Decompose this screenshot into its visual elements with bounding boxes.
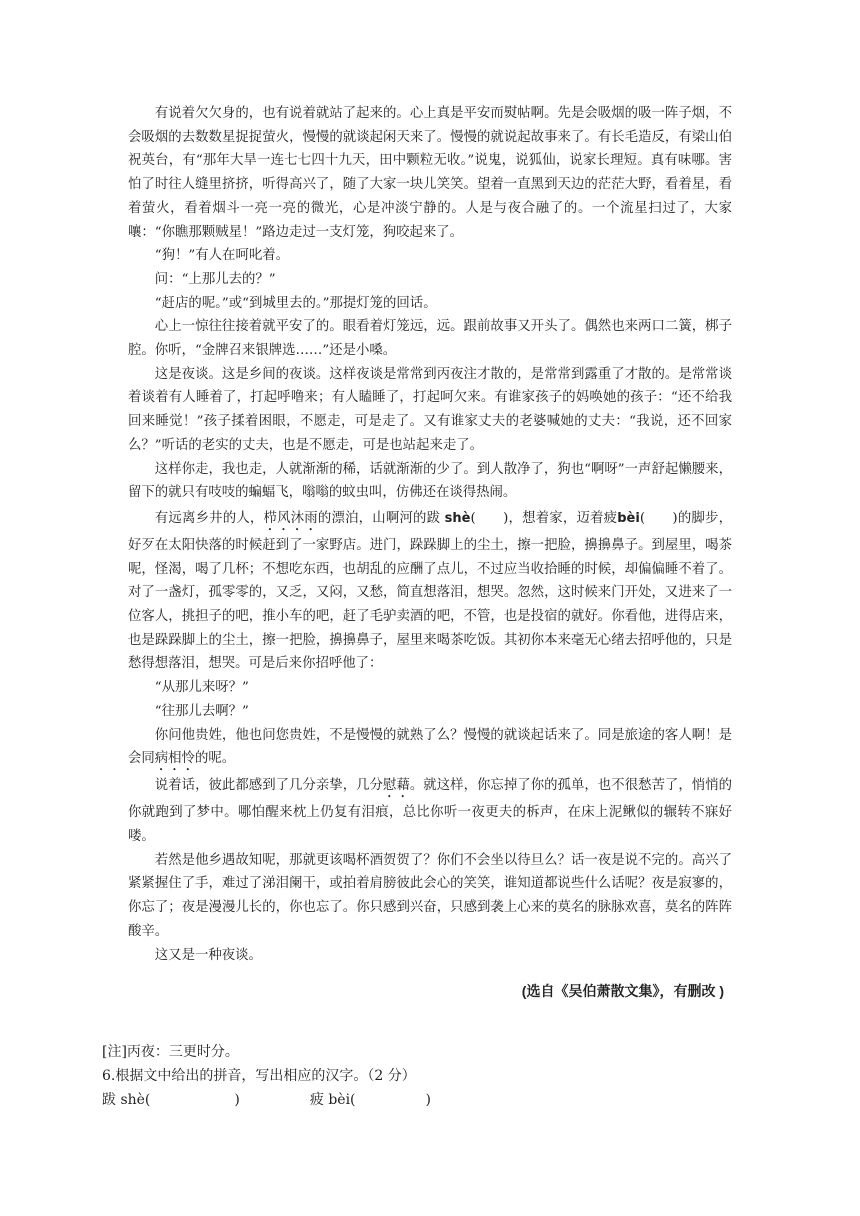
emphasis-phrase: 病相怜 bbox=[154, 751, 195, 767]
paragraph-6: 这是夜谈。这是乡间的夜谈。这样夜谈是常常到丙夜注才散的，是常常到露重了才散的。是常常谈着谈着有人睡着了，打起呼噜来；有人瞌睡了，打起呵欠来。有谁家孩子的妈唤她的孩子：“还不给我回来睡觉！”孩子揉着困眼，不愿走，可是走了。又有谁家丈夫的老婆喊她的丈夫：“我说，还不回家么？”听话的老实的丈夫，也是不愿走，可是也站起来走了。 bbox=[128, 366, 732, 453]
answer-blank-bei[interactable]: 疲 bèi( ) bbox=[309, 1092, 431, 1108]
paragraph-2: “狗！”有人在呵叱着。 bbox=[154, 248, 290, 264]
paragraph-5: 心上一惊往往接着就平安了的。眼看着灯笼远，远。跟前故事又开头了。偶然也来两口二簧，梆子腔。你听，“金牌召来银牌选……”还是小嗓。 bbox=[128, 319, 732, 359]
paragraph-8: 有远离乡井的人，栉风沐雨的漂泊，山啊河的跋 shè( )，想着家，迈着疲bèi( )的脚步，好歹在太阳快落的时候赶到了一家野店。进门，跺跺脚上的尘土，擦一把脸，擤擤鼻子。到屋里，喝茶呢，怪渴，喝了几杯；不想吃东西，也胡乱的应酬了点儿，不过应当收拾睡的时候，却偏偏睡不着了。对了一盏灯，孤零零的，又乏，又闷，又愁，简直想落泪，想哭。忽然，这时候来门开处，又进来了一位客人，挑担子的吧，推小车的吧，赶了毛驴卖酒的吧，不管，也是投宿的就好。你看他，进得店来，也是跺跺脚上的尘土，擦一把脸，擤擤鼻子，屋里来喝茶吃饭。其初你本来毫无心绪去招呼他的，只是愁得想落泪，想哭。可是后来你招呼他了： bbox=[128, 510, 733, 672]
paragraph-3: 问：“上那儿去的？” bbox=[154, 271, 276, 287]
paragraph-11: 若然是他乡遇故知呢，那就更该喝杯酒贺贺了？你们不会坐以待旦么？话一夜是说不完的。高兴了紧紧握住了手，难过了涕泪阑干，或拍着肩膀彼此会心的笑笑，谁知道都说些什么话呢？夜是寂寥的，你忘了；夜是漫漫儿长的，你也忘了。你只感到兴奋，只感到袭上心来的莫名的脉脉欢喜，莫名的阵阵酸辛。 bbox=[128, 852, 732, 939]
paragraph-10: 说着话，彼此都感到了几分亲挚，几分慰藉。就这样，你忘掉了你的孤单，也不很愁苦了，悄悄的你就跑到了梦中。哪怕醒来枕上仍复有泪痕，总比你听一夜更夫的柝声，在床上泥鳅似的辗转不寐好喽。 bbox=[128, 778, 733, 844]
paragraph-12: 这又是一种夜谈。 bbox=[154, 947, 262, 963]
paragraph-9: 你问他贵姓，他也问您贵姓，不是慢慢的就熟了么？慢慢的就谈起话来了。同是旅途的客人啊！是会同病相怜的呢。 bbox=[128, 727, 732, 767]
pinyin-bei: bèi bbox=[617, 510, 640, 526]
emphasis-phrase: 慰藉 bbox=[383, 778, 410, 794]
source-citation: (选自《吴伯萧散文集》，有删改 ) bbox=[521, 983, 724, 1000]
paragraph-1: 有说着欠欠身的，也有说着就站了起来的。心上真是平安而熨帖啊。先是会吸烟的吸一阵子烟，不会吸烟的去数数星捉捉萤火，慢慢的就谈起闲天来了。慢慢的就说起故事来了。有长毛造反，有梁山伯祝英台，有“那年大旱一连七七四十九天，田中颗粒无收。”说鬼，说狐仙，说家长理短。真有味哪。害怕了时往人缝里挤挤，听得高兴了，随了大家一块儿笑笑。望着一直黑到天边的茫茫大野，看着星，看着萤火，看着烟斗一亮一亮的微光，心是冲淡宁静的。人是与夜合融了的。一个流星扫过了，大家嚷：“你瞧那颗贼星！”路边走过一支灯笼，狗咬起来了。 bbox=[128, 106, 732, 240]
dialog-line-1: “从那儿来呀？” bbox=[154, 680, 249, 696]
emphasis-phrase: 栉风沐雨 bbox=[263, 510, 318, 526]
pinyin-she: shè bbox=[444, 510, 471, 526]
dialog-line-2: “往那儿去啊？” bbox=[154, 703, 249, 719]
essay-body bbox=[128, 102, 732, 1001]
paragraph-7: 这样你走，我也走，人就渐渐的稀，话就渐渐的少了。到人散净了，狗也“啊呀”一声舒起懒腰来，留下的就只有吱吱的蝙蝠飞，嗡嗡的蚊虫叫，仿佛还在谈得热闹。 bbox=[128, 461, 732, 501]
notes-block bbox=[102, 1040, 742, 1112]
question-6: 6.根据文中给出的拼音，写出相应的汉字。（2 分） bbox=[102, 1068, 416, 1084]
footnote: [注]丙夜：三更时分。 bbox=[102, 1044, 239, 1060]
paragraph-4: “赶店的呢。”或“到城里去的。”那提灯笼的回话。 bbox=[154, 295, 437, 311]
answer-blank-she[interactable]: 跋 shè( ) bbox=[102, 1092, 240, 1108]
answer-line bbox=[102, 1088, 742, 1112]
